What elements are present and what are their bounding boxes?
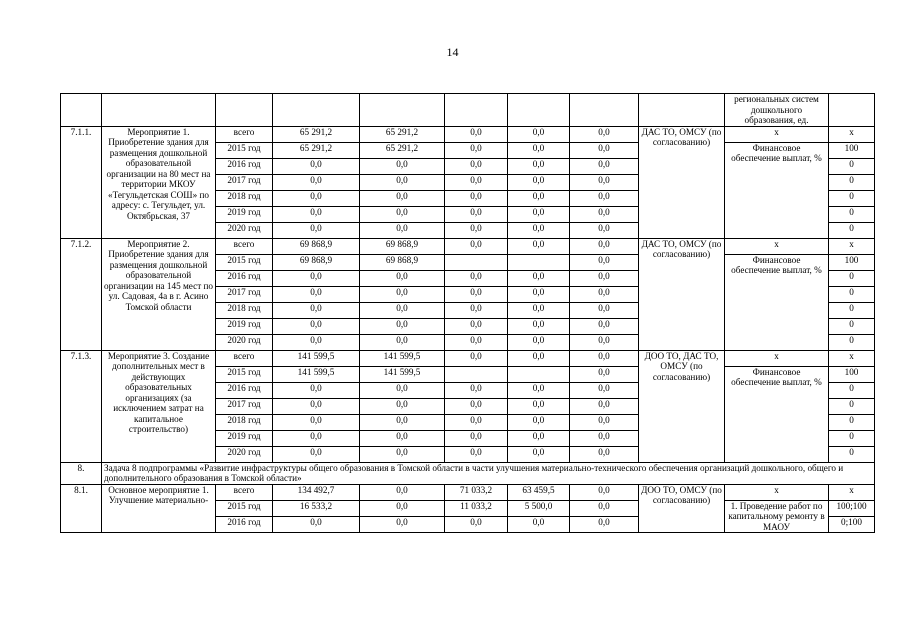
- local-cell: 0,0: [508, 286, 570, 302]
- indicator-name: Финансовое обеспечение выплат, %: [725, 254, 829, 350]
- local-cell: 0,0: [508, 318, 570, 334]
- year-cell: 2015 год: [216, 500, 273, 516]
- indicator-value: 0: [829, 206, 875, 222]
- regional-cell: 0,0: [445, 158, 508, 174]
- federal-cell: 0,0: [360, 414, 445, 430]
- year-cell: 2015 год: [216, 142, 273, 158]
- indicator-x: х: [725, 238, 829, 254]
- local-cell: 0,0: [508, 516, 570, 532]
- federal-cell: 0,0: [360, 334, 445, 350]
- item-code: 7.1.2.: [61, 238, 102, 350]
- extra-cell: 0,0: [570, 302, 639, 318]
- year-cell: 2015 год: [216, 254, 273, 270]
- year-cell: 2017 год: [216, 174, 273, 190]
- regional-cell: 0,0: [445, 286, 508, 302]
- indicator-value: 0: [829, 190, 875, 206]
- extra-cell: 0,0: [570, 142, 639, 158]
- indicator-x: х: [725, 126, 829, 142]
- executor-cell: ДАС ТО, ОМСУ (по согласованию): [639, 238, 725, 350]
- indicator-name: Финансовое обеспечение выплат, %: [725, 142, 829, 238]
- federal-cell: 0,0: [360, 222, 445, 238]
- table-row: [61, 350, 875, 366]
- value-x: х: [829, 126, 875, 142]
- total-cell: 65 291,2: [273, 142, 360, 158]
- local-cell: 0,0: [508, 222, 570, 238]
- local-cell: 0,0: [508, 238, 570, 254]
- indicator-name: Финансовое обеспечение выплат, %: [725, 366, 829, 462]
- item-name: Основное мероприятие 1. Улучшение материально-: [102, 484, 216, 533]
- local-cell: [508, 254, 570, 270]
- value-x: х: [829, 350, 875, 366]
- local-cell: 5 500,0: [508, 500, 570, 516]
- year-cell: всего: [216, 238, 273, 254]
- task-row: [61, 462, 875, 484]
- task-text: Задача 8 подпрограммы «Развитие инфраструктуры общего образования в Томской области в части улучшения материально-технического обеспечения организаций дошкольного, общего и дополнительного образования в Томской области»: [102, 462, 875, 484]
- regional-cell: 0,0: [445, 206, 508, 222]
- local-cell: 0,0: [508, 158, 570, 174]
- item-code: 8.1.: [61, 484, 102, 533]
- indicator-name: 1. Проведение работ по капитальному ремонту в МАОУ: [725, 500, 829, 533]
- total-cell: 0,0: [273, 206, 360, 222]
- federal-cell: 0,0: [360, 318, 445, 334]
- total-cell: 0,0: [273, 302, 360, 318]
- extra-cell: 0,0: [570, 484, 639, 500]
- indicator-value: 0;100: [829, 516, 875, 532]
- regional-cell: 0,0: [445, 222, 508, 238]
- local-cell: 0,0: [508, 126, 570, 142]
- total-cell: 0,0: [273, 222, 360, 238]
- extra-cell: 0,0: [570, 430, 639, 446]
- indicator-value: 0: [829, 382, 875, 398]
- executor-cell: ДОО ТО, ДАС ТО, ОМСУ (по согласованию): [639, 350, 725, 462]
- local-cell: 0,0: [508, 446, 570, 462]
- local-cell: 0,0: [508, 382, 570, 398]
- federal-cell: 69 868,9: [360, 238, 445, 254]
- indicator-value: 0: [829, 446, 875, 462]
- indicator-value: 0: [829, 286, 875, 302]
- indicator-value: 100;100: [829, 500, 875, 516]
- regional-cell: 0,0: [445, 350, 508, 366]
- local-cell: 0,0: [508, 206, 570, 222]
- extra-cell: 0,0: [570, 190, 639, 206]
- year-cell: 2019 год: [216, 318, 273, 334]
- table-row: [61, 238, 875, 254]
- indicator-value: 0: [829, 174, 875, 190]
- federal-cell: 65 291,2: [360, 142, 445, 158]
- indicator-value: 0: [829, 270, 875, 286]
- local-cell: 0,0: [508, 350, 570, 366]
- table-row: [61, 484, 875, 500]
- regional-cell: 0,0: [445, 270, 508, 286]
- local-cell: 0,0: [508, 398, 570, 414]
- value-x: х: [829, 238, 875, 254]
- regional-cell: 0,0: [445, 398, 508, 414]
- extra-cell: 0,0: [570, 446, 639, 462]
- federal-cell: 0,0: [360, 206, 445, 222]
- regional-cell: 0,0: [445, 238, 508, 254]
- extra-cell: 0,0: [570, 254, 639, 270]
- federal-cell: 0,0: [360, 382, 445, 398]
- total-cell: 0,0: [273, 398, 360, 414]
- year-cell: 2020 год: [216, 334, 273, 350]
- regional-cell: [445, 254, 508, 270]
- total-cell: 141 599,5: [273, 366, 360, 382]
- local-cell: 0,0: [508, 302, 570, 318]
- federal-cell: 141 599,5: [360, 350, 445, 366]
- header-continuation-row: [61, 94, 875, 127]
- year-cell: 2020 год: [216, 222, 273, 238]
- regional-cell: 0,0: [445, 414, 508, 430]
- regional-cell: 0,0: [445, 382, 508, 398]
- local-cell: 0,0: [508, 174, 570, 190]
- item-name: Мероприятие 1. Приобретение здания для размещения дошкольной образовательной организации на 80 мест на территории МКОУ «Тегульдетская СОШ» по адресу: с. Тегульдет, ул. Октябрьская, 37: [102, 126, 216, 238]
- extra-cell: 0,0: [570, 126, 639, 142]
- regional-cell: 0,0: [445, 174, 508, 190]
- federal-cell: 0,0: [360, 174, 445, 190]
- extra-cell: 0,0: [570, 398, 639, 414]
- total-cell: 141 599,5: [273, 350, 360, 366]
- local-cell: 0,0: [508, 142, 570, 158]
- year-cell: 2018 год: [216, 190, 273, 206]
- local-cell: 63 459,5: [508, 484, 570, 500]
- total-cell: 16 533,2: [273, 500, 360, 516]
- regional-cell: 0,0: [445, 126, 508, 142]
- total-cell: 0,0: [273, 414, 360, 430]
- total-cell: 69 868,9: [273, 238, 360, 254]
- regional-cell: 0,0: [445, 302, 508, 318]
- item-code: 7.1.3.: [61, 350, 102, 462]
- task-code: 8.: [61, 462, 102, 484]
- extra-cell: 0,0: [570, 174, 639, 190]
- year-cell: 2019 год: [216, 206, 273, 222]
- regional-cell: 0,0: [445, 446, 508, 462]
- regional-cell: 0,0: [445, 430, 508, 446]
- indicator-value: 0: [829, 158, 875, 174]
- year-cell: 2016 год: [216, 516, 273, 532]
- total-cell: 0,0: [273, 270, 360, 286]
- federal-cell: 0,0: [360, 302, 445, 318]
- local-cell: [508, 366, 570, 382]
- item-name: Мероприятие 2. Приобретение здания для размещения дошкольной образовательной организации на 145 мест по ул. Садовая, 4а в г. Асино Томской области: [102, 238, 216, 350]
- table-row: [61, 126, 875, 142]
- indicator-value: 0: [829, 334, 875, 350]
- federal-cell: 0,0: [360, 446, 445, 462]
- year-cell: 2017 год: [216, 286, 273, 302]
- extra-cell: 0,0: [570, 158, 639, 174]
- regional-cell: 0,0: [445, 334, 508, 350]
- extra-cell: 0,0: [570, 350, 639, 366]
- extra-cell: 0,0: [570, 238, 639, 254]
- total-cell: 65 291,2: [273, 126, 360, 142]
- local-cell: 0,0: [508, 414, 570, 430]
- total-cell: 0,0: [273, 174, 360, 190]
- local-cell: 0,0: [508, 430, 570, 446]
- total-cell: 0,0: [273, 286, 360, 302]
- regional-cell: [445, 366, 508, 382]
- federal-cell: 65 291,2: [360, 126, 445, 142]
- extra-cell: 0,0: [570, 414, 639, 430]
- total-cell: 69 868,9: [273, 254, 360, 270]
- federal-cell: 0,0: [360, 516, 445, 532]
- program-table: [60, 93, 875, 533]
- indicator-value: 100: [829, 254, 875, 270]
- year-cell: 2019 год: [216, 430, 273, 446]
- local-cell: 0,0: [508, 190, 570, 206]
- year-cell: 2018 год: [216, 414, 273, 430]
- local-cell: 0,0: [508, 334, 570, 350]
- year-cell: всего: [216, 350, 273, 366]
- regional-cell: 0,0: [445, 142, 508, 158]
- extra-cell: 0,0: [570, 206, 639, 222]
- item-code: 7.1.1.: [61, 126, 102, 238]
- total-cell: 0,0: [273, 158, 360, 174]
- executor-cell: ДОО ТО, ОМСУ (по согласованию): [639, 484, 725, 533]
- federal-cell: 0,0: [360, 270, 445, 286]
- year-cell: 2016 год: [216, 270, 273, 286]
- indicator-value: 100: [829, 142, 875, 158]
- total-cell: 0,0: [273, 446, 360, 462]
- extra-cell: 0,0: [570, 334, 639, 350]
- total-cell: 0,0: [273, 190, 360, 206]
- page-number: 14: [446, 45, 459, 59]
- regional-cell: 0,0: [445, 190, 508, 206]
- year-cell: 2015 год: [216, 366, 273, 382]
- year-cell: 2016 год: [216, 382, 273, 398]
- total-cell: 134 492,7: [273, 484, 360, 500]
- regional-cell: 11 033,2: [445, 500, 508, 516]
- federal-cell: 0,0: [360, 500, 445, 516]
- indicator-header: региональных систем дошкольного образования, ед.: [725, 94, 829, 127]
- federal-cell: 69 868,9: [360, 254, 445, 270]
- regional-cell: 0,0: [445, 318, 508, 334]
- federal-cell: 0,0: [360, 484, 445, 500]
- extra-cell: 0,0: [570, 366, 639, 382]
- federal-cell: 0,0: [360, 398, 445, 414]
- total-cell: 0,0: [273, 516, 360, 532]
- regional-cell: 71 033,2: [445, 484, 508, 500]
- total-cell: 0,0: [273, 382, 360, 398]
- value-x: х: [829, 484, 875, 500]
- indicator-value: 0: [829, 222, 875, 238]
- indicator-x: х: [725, 350, 829, 366]
- indicator-value: 0: [829, 318, 875, 334]
- indicator-value: 0: [829, 398, 875, 414]
- extra-cell: 0,0: [570, 222, 639, 238]
- federal-cell: 0,0: [360, 430, 445, 446]
- local-cell: 0,0: [508, 270, 570, 286]
- indicator-x: х: [725, 484, 829, 500]
- federal-cell: 0,0: [360, 190, 445, 206]
- executor-cell: ДАС ТО, ОМСУ (по согласованию): [639, 126, 725, 238]
- extra-cell: 0,0: [570, 270, 639, 286]
- extra-cell: 0,0: [570, 318, 639, 334]
- federal-cell: 141 599,5: [360, 366, 445, 382]
- indicator-value: 100: [829, 366, 875, 382]
- year-cell: всего: [216, 484, 273, 500]
- regional-cell: 0,0: [445, 516, 508, 532]
- item-name: Мероприятие 3. Создание дополнительных мест в действующих образовательных организациях (за исключением затрат на капитальное строительство): [102, 350, 216, 462]
- year-cell: 2018 год: [216, 302, 273, 318]
- indicator-value: 0: [829, 430, 875, 446]
- federal-cell: 0,0: [360, 158, 445, 174]
- extra-cell: 0,0: [570, 286, 639, 302]
- extra-cell: 0,0: [570, 516, 639, 532]
- indicator-value: 0: [829, 302, 875, 318]
- extra-cell: 0,0: [570, 500, 639, 516]
- extra-cell: 0,0: [570, 382, 639, 398]
- year-cell: 2017 год: [216, 398, 273, 414]
- year-cell: 2016 год: [216, 158, 273, 174]
- total-cell: 0,0: [273, 334, 360, 350]
- federal-cell: 0,0: [360, 286, 445, 302]
- year-cell: 2020 год: [216, 446, 273, 462]
- total-cell: 0,0: [273, 430, 360, 446]
- total-cell: 0,0: [273, 318, 360, 334]
- indicator-value: 0: [829, 414, 875, 430]
- year-cell: всего: [216, 126, 273, 142]
